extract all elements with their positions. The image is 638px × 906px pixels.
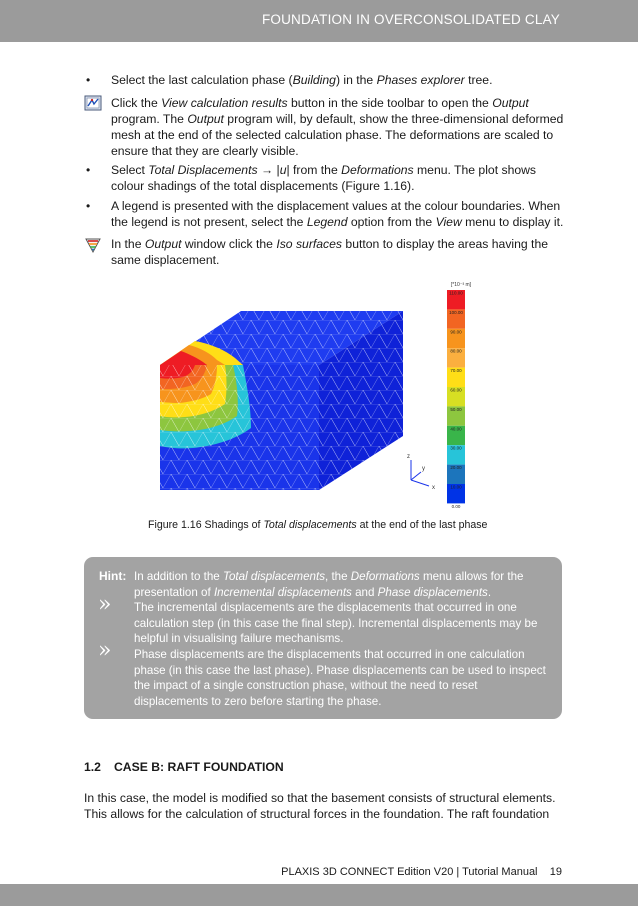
body-paragraph: In this case, the model is modified so that the basement consists of structural elements. This allows for the calculation of structural forces in the foundation. The raft foundation	[84, 791, 556, 821]
step-iso-surfaces: In the Output window click the Iso surfaces button to display the areas having the same displacement.	[111, 237, 549, 267]
axis-triad	[411, 460, 429, 486]
legend-value-label: 60.00	[450, 387, 462, 393]
hint-label: Hint:	[99, 569, 127, 583]
bullet-marker: •	[86, 163, 91, 177]
legend-value-label: 90.00	[450, 329, 462, 335]
mesh-plot	[155, 278, 485, 510]
double-chevron-icon: »	[98, 638, 112, 663]
legend-color-bar	[447, 290, 465, 503]
legend-value-label: 30.00	[450, 445, 462, 451]
running-footer	[281, 866, 562, 878]
iso-surfaces-icon	[84, 236, 102, 259]
section-heading	[84, 760, 284, 774]
section-number: 1.2	[84, 760, 101, 774]
legend-unit: [*10⁻³ m]	[450, 282, 472, 288]
running-header-title: FOUNDATION IN OVERCONSOLIDATED CLAY	[261, 12, 560, 27]
axis-z-label: z	[407, 454, 410, 460]
legend-value-label: 50.00	[450, 406, 462, 412]
legend-value-label: 10.00	[450, 484, 462, 490]
double-chevron-icon: »	[98, 592, 112, 617]
hint-paragraph-phase: Phase displacements are the displacements that occurred in one calculation phase (in this case the last phase). Phase displacements can be used to inspect the impact of a single construction phase, without the need to reset displacements to zero before starting the phase.	[134, 648, 546, 708]
section-title: CASE B: RAFT FOUNDATION	[114, 760, 284, 774]
legend-value-label: 110.00	[449, 290, 463, 296]
legend-value-label: 40.00	[450, 426, 462, 432]
displacement-figure	[155, 278, 485, 510]
hint-paragraph-intro: In addition to the Total displacements, the Deformations menu allows for the presentation of Incremental displacements and Phase displacements.	[134, 570, 524, 599]
figure-caption: Figure 1.16 Shadings of Total displacements at the end of the last phase	[148, 519, 488, 531]
axis-x-label: x	[432, 485, 435, 491]
legend-value-label: 100.00	[449, 309, 463, 315]
view-results-icon	[84, 95, 102, 116]
step-legend: A legend is presented with the displacement values at the colour boundaries. When the legend is not present, select the Legend option from the View menu to display it.	[111, 199, 564, 229]
footer-title: PLAXIS 3D CONNECT Edition V20 | Tutorial Manual	[281, 866, 538, 878]
axis-y-label: y	[422, 466, 425, 472]
hint-box	[84, 557, 562, 719]
legend-value-label: 20.00	[450, 465, 462, 471]
step-select-phase: Select the last calculation phase (Building) in the Phases explorer tree.	[111, 73, 493, 87]
step-view-results: Click the View calculation results button in the side toolbar to open the Output program. The Output program will, by default, show the three-dimensional deformed mesh at the end of the selected calculation phase. The deformations are scaled to ensure that they are clearly visible.	[111, 96, 564, 158]
legend-value-label: 0.00	[451, 503, 461, 509]
bullet-marker: •	[86, 199, 91, 213]
footer-band	[0, 884, 638, 906]
bullet-marker: •	[86, 73, 91, 87]
header-band	[0, 0, 638, 42]
step-total-displacements: Select Total Displacements → |u| from the Deformations menu. The plot shows colour shadings of the total displacements (Figure 1.16).	[111, 163, 537, 193]
page-number: 19	[549, 866, 562, 878]
hint-paragraph-incremental: The incremental displacements are the displacements that occurred in one calculation step (in this case the final step). Incremental displacements may be helpful in visualising failure mechanisms.	[134, 601, 538, 646]
legend-value-label: 80.00	[450, 348, 462, 354]
legend-value-label: 70.00	[450, 368, 462, 374]
